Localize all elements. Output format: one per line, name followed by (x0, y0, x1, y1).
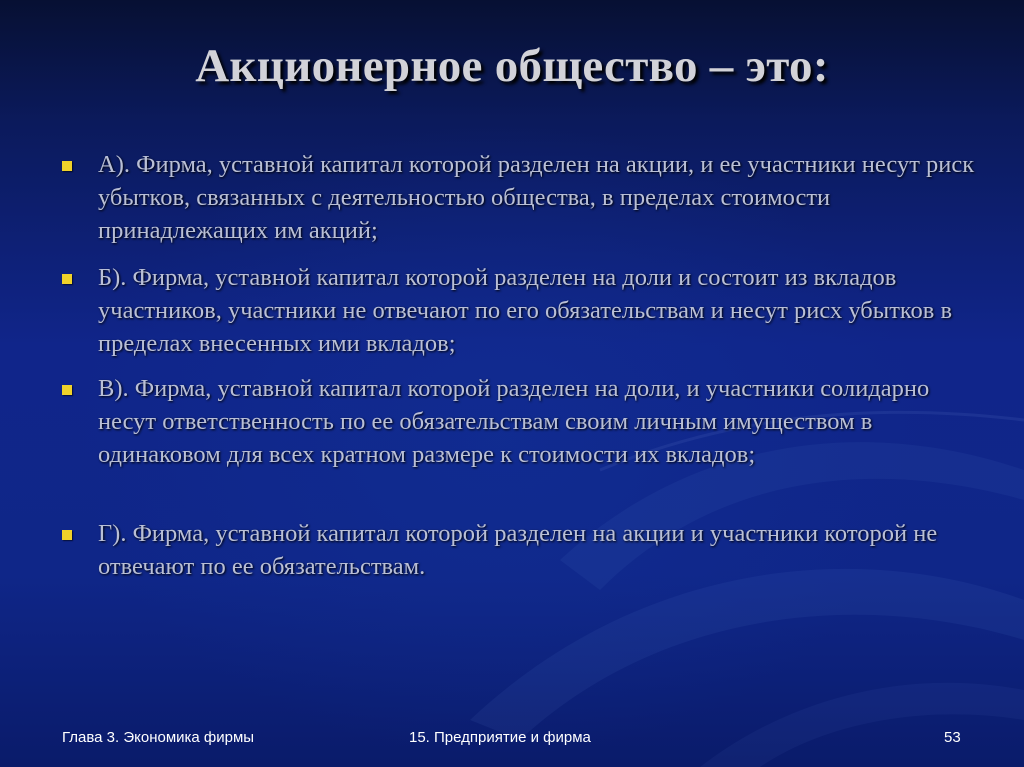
list-item-text: Б). Фирма, уставной капитал которой разделен на доли и состоит из вкладов участников, участники не отвечают по его обязательствам и несут рисх убытков в пределах внесенных ими вкладов; (98, 264, 953, 357)
square-bullet-icon (62, 385, 72, 395)
list-item-text: А). Фирма, уставной капитал которой разделен на акции, и ее участники несут риск убытков, связанных с деятельностью общества, в пределах стоимости принадлежащих им акций; (98, 151, 975, 244)
square-bullet-icon (62, 530, 72, 540)
footer-chapter: Глава 3. Экономика фирмы (62, 729, 255, 746)
list-item-text: В). Фирма, уставной капитал которой разделен на доли, и участники солидарно несут ответственность по ее обязательствам своим личным имуществом в одинаковом для всех кратном размере к стоимости их вкладов; (98, 375, 930, 468)
slide-number: 53 (944, 729, 961, 746)
slide-title: Акционерное общество – это: (195, 40, 829, 92)
square-bullet-icon (62, 161, 72, 171)
square-bullet-icon (62, 274, 72, 284)
list-item-text: Г). Фирма, уставной капитал которой разделен на акции и участники которой не отвечают по ее обязательствам. (98, 520, 938, 580)
footer-section: 15. Предприятие и фирма (409, 729, 591, 746)
